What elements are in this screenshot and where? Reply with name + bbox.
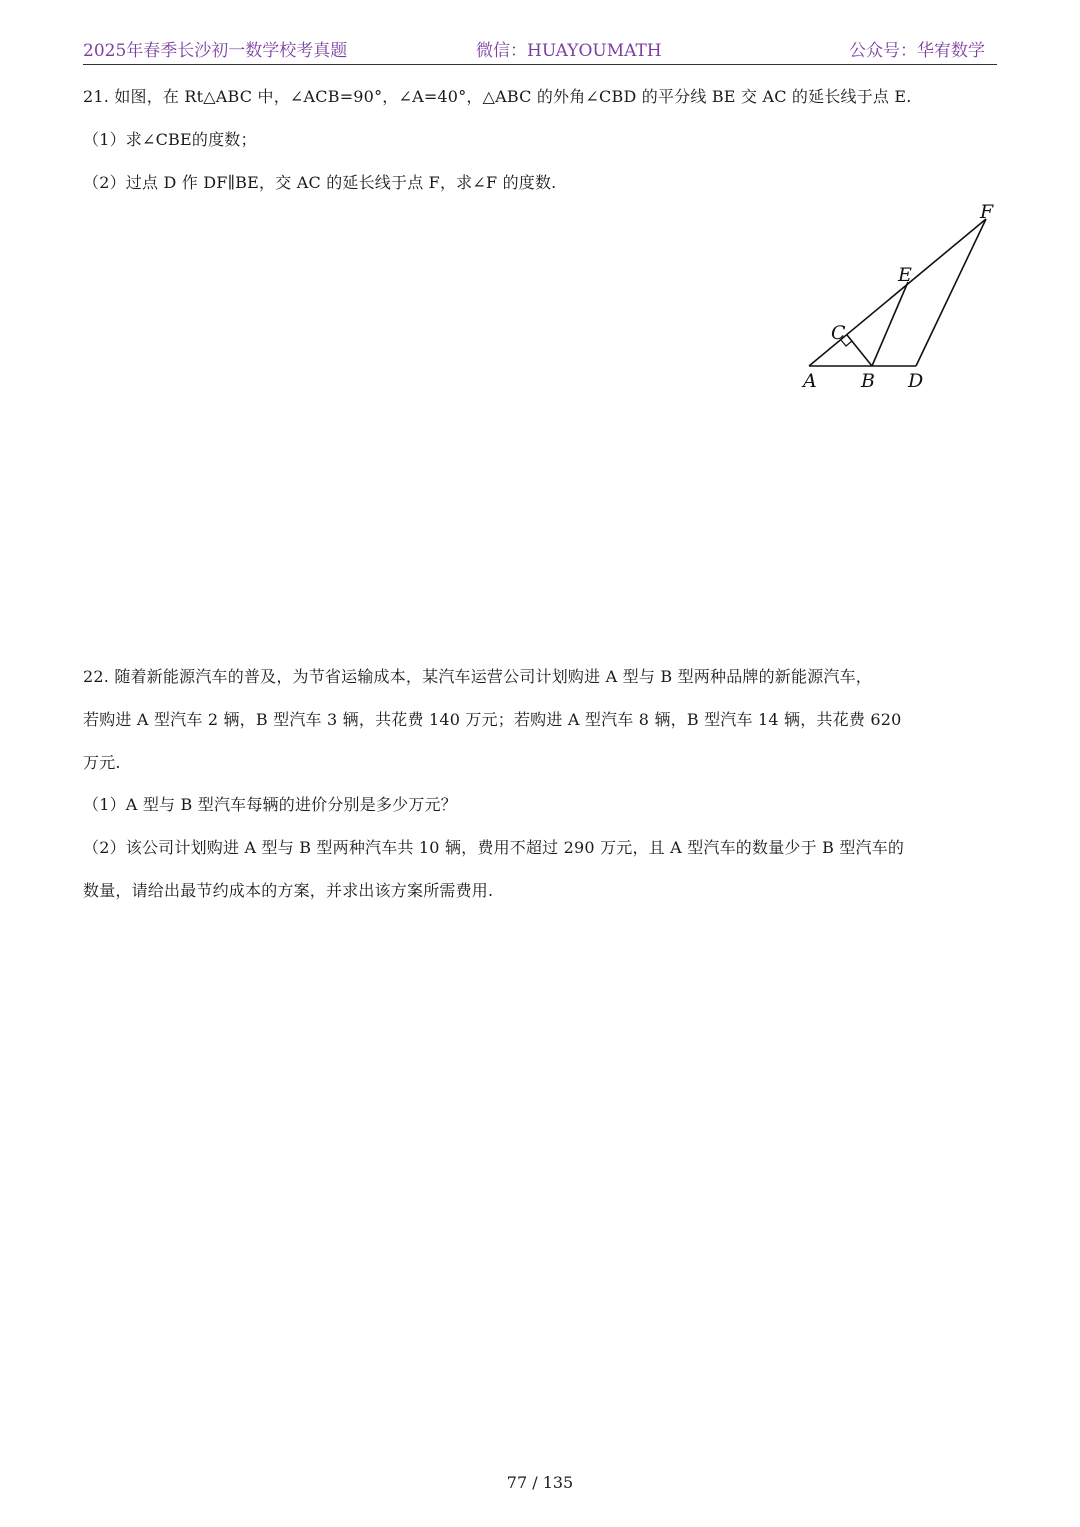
q22-part1: （1）A 型与 B 型汽车每辆的进价分别是多少万元？ (83, 795, 457, 814)
header-divider (83, 64, 997, 65)
line-DF (916, 219, 986, 366)
q21-part1: （1）求∠CBE的度数； (83, 130, 257, 149)
q22-part2-line2: 数量，请给出最节约成本的方案，并求出该方案所需费用. (83, 881, 494, 900)
q21-stem: 21. 如图，在 Rt△ABC 中，∠ACB=90°，∠A=40°，△ABC 的外角∠CBD 的平分线 BE 交 AC 的延长线于点 E. (83, 87, 912, 106)
header-title: 2025年春季长沙初一数学校考真题 (83, 41, 348, 61)
label-C: C (831, 322, 846, 344)
q21-part2: （2）过点 D 作 DF∥BE，交 AC 的延长线于点 F，求∠F 的度数. (83, 173, 557, 192)
label-A: A (803, 370, 817, 392)
page-number: 77 / 135 (506, 1473, 574, 1492)
label-D: D (908, 370, 924, 392)
q22-part2-line1: （2）该公司计划购进 A 型与 B 型两种汽车共 10 辆，费用不超过 290 万元，且 A 型汽车的数量少于 B 型汽车的 (83, 838, 905, 857)
q22-stem-line3: 万元. (83, 753, 121, 772)
label-F: F (980, 201, 994, 223)
header-wechat: 微信：HUAYOUMATH (476, 41, 662, 61)
label-E: E (898, 264, 912, 286)
label-B: B (861, 370, 875, 392)
line-BE (872, 282, 908, 366)
q22-stem-line1: 22. 随着新能源汽车的普及，为节省运输成本，某汽车运营公司计划购进 A 型与 B 型两种品牌的新能源汽车， (83, 667, 872, 686)
header-account: 公众号：华宥数学 (849, 41, 985, 61)
q22-stem-line2: 若购进 A 型汽车 2 辆，B 型汽车 3 辆，共花费 140 万元；若购进 A 型汽车 8 辆，B 型汽车 14 辆，共花费 620 (83, 710, 902, 729)
q21-geometry-figure (795, 196, 1005, 396)
line-CB (847, 335, 872, 366)
page-header (83, 38, 997, 64)
